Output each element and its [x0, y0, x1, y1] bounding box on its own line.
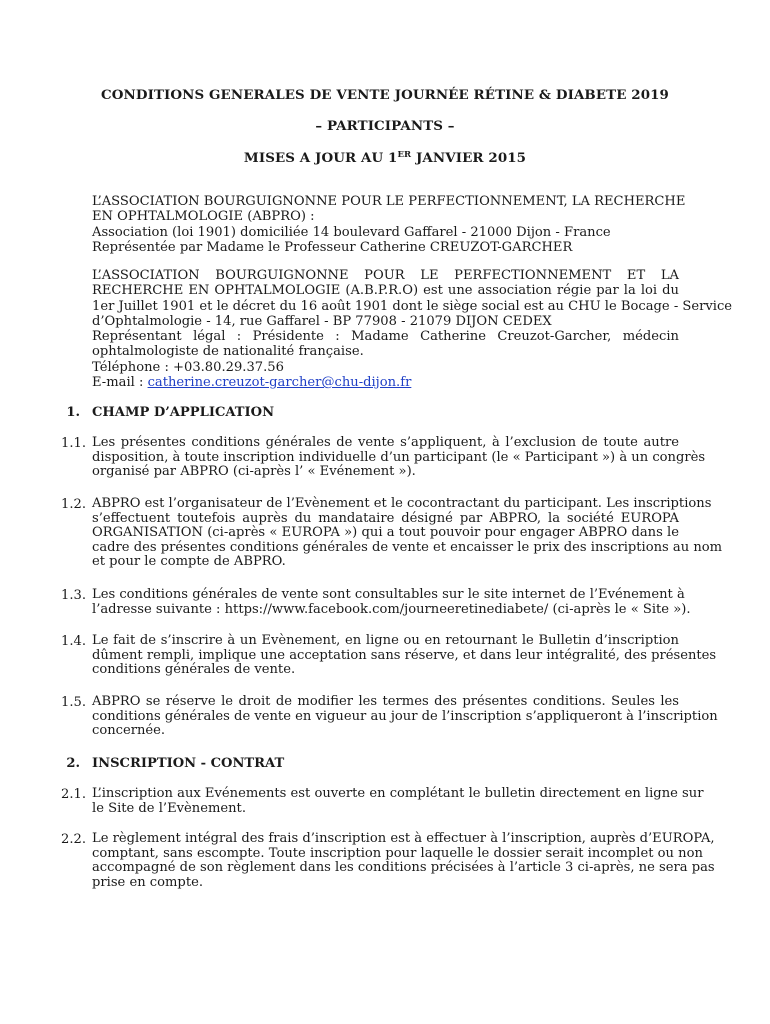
clause-line: L’inscription aux Evénements est ouverte en complétant le bulletin directement en ligne sur [92, 786, 704, 801]
clause-line: ABPRO se réserve le droit de modifier les termes des présentes conditions. Seules les [92, 694, 679, 709]
clause-text [92, 587, 691, 617]
clause-line: l’adresse suivante : https://www.facebook.com/journeeretinediabete/ (ci-après le « Site »). [92, 601, 691, 617]
clause-line: conditions générales de vente en vigueur au jour de l’inscription s’appliqueront à l’inscription [92, 708, 718, 724]
clause-line: cadre des présentes conditions générales de vente et encaisser le prix des inscriptions au nom [92, 539, 723, 555]
clause-number: 2.2. [61, 832, 86, 847]
clause-text [92, 633, 717, 678]
clause-line: Le fait de s’inscrire à un Evènement, en ligne ou en retournant le Bulletin d’inscription [92, 633, 679, 648]
clause-text [92, 694, 718, 739]
intro-line: 1er Juillet 1901 et le décret du 16 août 1901 dont le siège social est au CHU le Bocage - Service [92, 298, 733, 314]
clause-line: Les présentes conditions générales de vente s’appliquent, à l’exclusion de toute autre [92, 435, 679, 450]
clause-line: s’effectuent toutefois auprès du mandataire désigné par ABPRO, la société EUROPA [92, 510, 679, 526]
clause-number: 1.4. [61, 634, 86, 649]
clause-text [92, 786, 704, 816]
clause-text [92, 435, 706, 480]
intro-line: Représentée par Madame le Professeur Catherine CREUZOT-GARCHER [92, 239, 573, 255]
intro-line: Téléphone : +03.80.29.37.56 [92, 359, 284, 375]
clause-line: dûment rempli, implique une acceptation sans réserve, et dans leur intégralité, des présentes [92, 647, 717, 663]
clause-number: 1.5. [61, 695, 86, 710]
clause-number: 2.1. [61, 787, 86, 802]
clause-number: 1.3. [61, 588, 86, 603]
email-line [92, 375, 679, 390]
clause-number: 1.1. [61, 436, 86, 451]
intro-line: L’ASSOCIATION BOURGUIGNONNE POUR LE PERFECTIONNEMENT ET LA [92, 268, 679, 283]
intro-paragraph-1 [92, 194, 686, 255]
update-date-superscript: ER [397, 150, 412, 160]
clause-line: concernée. [92, 723, 166, 739]
clause-line: et pour le compte de ABPRO. [92, 554, 286, 570]
section-number: 2. [66, 756, 80, 771]
intro-line: d’Ophtalmologie - 14, rue Gaffarel - BP 77908 - 21079 DIJON CEDEX [92, 313, 552, 329]
intro-line: Association (loi 1901) domiciliée 14 boulevard Gaffarel - 21000 Dijon - France [92, 224, 611, 240]
clause-line: organisé par ABPRO (ci-après l’ « Evénement »). [92, 464, 416, 480]
clause-line: ABPRO est l’organisateur de l’Evènement et le cocontractant du participant. Les inscriptions [92, 496, 712, 511]
intro-line: L’ASSOCIATION BOURGUIGNONNE POUR LE PERFECTIONNEMENT, LA RECHERCHE [92, 194, 686, 209]
email-link[interactable]: catherine.creuzot-garcher@chu-dijon.fr [147, 375, 412, 391]
clause-text [92, 831, 715, 890]
clause-line: Les conditions générales de vente sont consultables sur le site internet de l’Evénement à [92, 587, 685, 602]
section-number: 1. [66, 405, 80, 420]
clause-number: 1.2. [61, 497, 86, 512]
clause-line: prise en compte. [92, 874, 203, 890]
clause-line: le Site de l’Evènement. [92, 800, 246, 816]
intro-paragraph-2 [92, 268, 733, 391]
clause-line: disposition, à toute inscription individuelle d’un participant (le « Participant ») à un congrès [92, 449, 706, 465]
email-label: E-mail : [92, 375, 148, 391]
clause-text [92, 496, 723, 570]
intro-line: Représentant légal : Présidente : Madame Catherine Creuzot-Garcher, médecin [92, 329, 679, 345]
clause-line: Le règlement intégral des frais d’inscription est à effectuer à l’inscription, auprès d’EUROPA, [92, 831, 715, 846]
clause-line: accompagné de son règlement dans les conditions précisées à l’article 3 ci-après, ne sera pas [92, 860, 715, 876]
update-date [0, 150, 770, 166]
intro-line: RECHERCHE EN OPHTALMOLOGIE (A.B.P.R.O) est une association régie par la loi du [92, 283, 679, 299]
clause-line: ORGANISATION (ci-après « EUROPA ») qui a tout pouvoir pour engager ABPRO dans le [92, 525, 679, 541]
section-title: INSCRIPTION - CONTRAT [92, 756, 285, 771]
clause-line: comptant, sans escompte. Toute inscription pour laquelle le dossier serait incomplet ou non [92, 845, 703, 861]
clause-line: conditions générales de vente. [92, 662, 296, 678]
update-date-suffix: JANVIER 2015 [411, 150, 527, 166]
document-title: CONDITIONS GENERALES DE VENTE JOURNÉE RÉTINE & DIABETE 2019 [101, 87, 669, 103]
intro-line: ophtalmologiste de nationalité française. [92, 344, 364, 360]
section-title: CHAMP D’APPLICATION [92, 405, 275, 420]
update-date-prefix: MISES A JOUR AU 1 [243, 150, 398, 166]
document-subtitle: – PARTICIPANTS – [315, 118, 455, 134]
intro-line: EN OPHTALMOLOGIE (ABPRO) : [92, 209, 315, 225]
